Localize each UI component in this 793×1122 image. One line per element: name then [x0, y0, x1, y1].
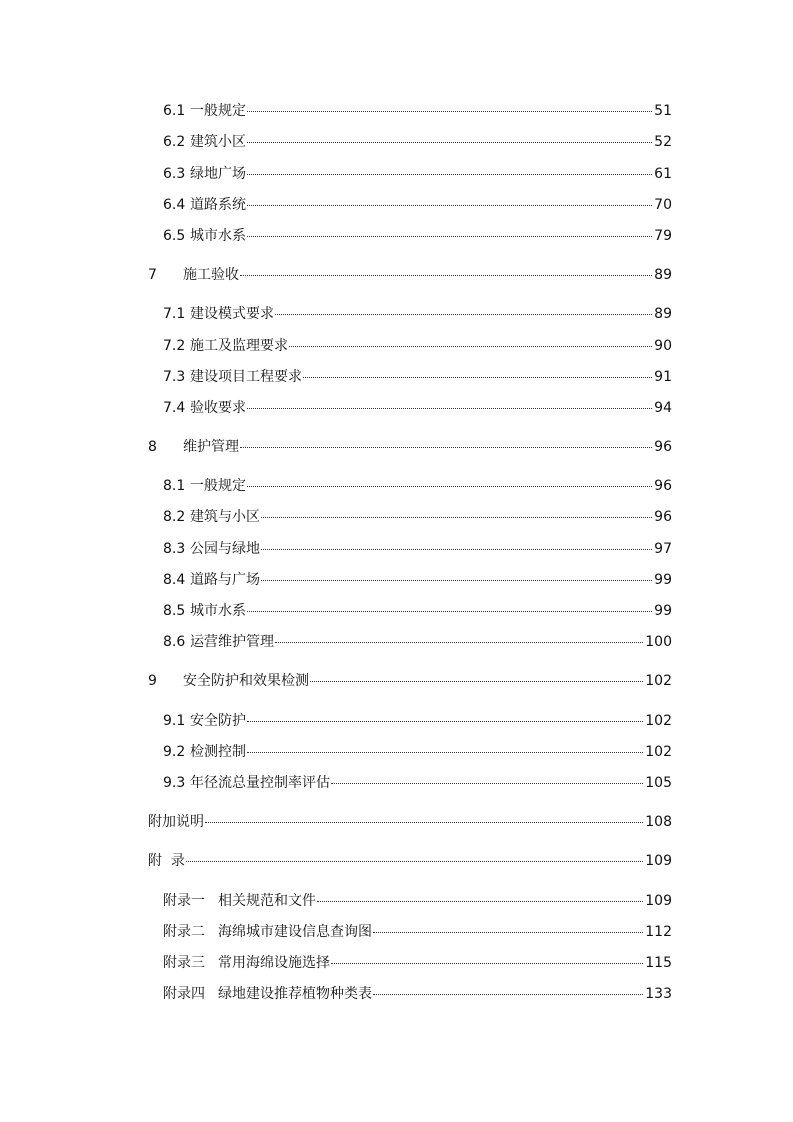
toc-entry-page: 89	[654, 306, 672, 322]
toc-entry-7-1[interactable]	[163, 304, 672, 324]
toc-entry-page: 96	[654, 439, 672, 455]
toc-entry-number: 9	[148, 673, 157, 689]
toc-entry-7[interactable]	[148, 265, 672, 285]
dot-leader	[247, 486, 652, 487]
toc-entry-9[interactable]	[148, 671, 672, 691]
toc-entry-8-6[interactable]	[163, 632, 672, 652]
dot-leader	[205, 822, 643, 823]
toc-entry-title: 城市水系	[190, 603, 246, 619]
toc-entry-title: 维护管理	[183, 439, 239, 455]
toc-entry-title: 建筑与小区	[190, 509, 260, 525]
toc-entry-8[interactable]	[148, 437, 672, 457]
toc-entry-title: 绿地建设推荐植物种类表	[218, 986, 372, 1002]
toc-entry-number: 8.4	[163, 572, 186, 588]
toc-entry-title: 运营维护管理	[190, 634, 274, 650]
toc-entry-title: 附 录	[148, 853, 185, 869]
dot-leader	[247, 205, 652, 206]
toc-entry-title: 道路与广场	[190, 572, 260, 588]
toc-entry-6-1[interactable]	[163, 101, 672, 121]
toc-entry-8-5[interactable]	[163, 601, 672, 621]
dot-leader	[289, 346, 652, 347]
toc-entry-page: 109	[645, 893, 672, 909]
toc-entry-number: 9.3	[163, 775, 186, 791]
dot-leader	[247, 174, 652, 175]
toc-entry-7-4[interactable]	[163, 398, 672, 418]
dot-leader	[373, 932, 643, 933]
toc-entry-number: 8.5	[163, 603, 186, 619]
toc-entry-page: 105	[645, 775, 672, 791]
toc-entry-number: 6.2	[163, 134, 186, 150]
toc-entry-page: 61	[654, 166, 672, 182]
toc-entry-number: 8.2	[163, 509, 186, 525]
toc-entry-number: 9.1	[163, 713, 186, 729]
toc-entry-page: 91	[654, 369, 672, 385]
dot-leader	[275, 314, 652, 315]
toc-entry-appendix-2[interactable]	[163, 922, 672, 942]
toc-entry-page: 51	[654, 103, 672, 119]
toc-entry-title: 附加说明	[148, 814, 204, 830]
toc-entry-page: 100	[645, 634, 672, 650]
dot-leader	[247, 142, 652, 143]
toc-entry-6-4[interactable]	[163, 195, 672, 215]
toc-entry-number: 附录二	[163, 924, 205, 940]
toc-entry-appendix[interactable]	[148, 851, 672, 871]
toc-entry-8-3[interactable]	[163, 539, 672, 559]
toc-entry-additional-notes[interactable]	[148, 812, 672, 832]
toc-entry-number: 6.4	[163, 197, 186, 213]
toc-entry-number: 6.3	[163, 166, 186, 182]
dot-leader	[317, 901, 643, 902]
toc-entry-title: 检测控制	[190, 744, 246, 760]
toc-entry-number: 附录四	[163, 986, 205, 1002]
toc-entry-number: 附录一	[163, 893, 205, 909]
toc-entry-title: 安全防护和效果检测	[183, 673, 309, 689]
dot-leader	[310, 681, 643, 682]
dot-leader	[247, 236, 652, 237]
toc-entry-6-3[interactable]	[163, 164, 672, 184]
toc-entry-title: 建设模式要求	[190, 306, 274, 322]
dot-leader	[247, 721, 643, 722]
dot-leader	[373, 994, 643, 995]
dot-leader	[331, 963, 643, 964]
toc-entry-number: 6.1	[163, 103, 186, 119]
toc-entry-title: 绿地广场	[190, 166, 246, 182]
toc-entry-page: 79	[654, 228, 672, 244]
toc-entry-page: 94	[654, 400, 672, 416]
toc-entry-page: 133	[645, 986, 672, 1002]
toc-entry-title: 一般规定	[190, 103, 246, 119]
toc-entry-page: 99	[654, 603, 672, 619]
toc-entry-number: 8.3	[163, 541, 186, 557]
toc-entry-number: 附录三	[163, 955, 205, 971]
toc-entry-9-1[interactable]	[163, 711, 672, 731]
toc-entry-page: 90	[654, 338, 672, 354]
toc-entry-page: 89	[654, 267, 672, 283]
dot-leader	[247, 408, 652, 409]
toc-entry-page: 108	[645, 814, 672, 830]
dot-leader	[240, 447, 652, 448]
toc-entry-title: 施工及监理要求	[190, 338, 288, 354]
toc-entry-number: 8	[148, 439, 157, 455]
toc-entry-6-2[interactable]	[163, 132, 672, 152]
toc-entry-appendix-4[interactable]	[163, 984, 672, 1004]
toc-entry-8-1[interactable]	[163, 476, 672, 496]
toc-entry-page: 52	[654, 134, 672, 150]
toc-entry-appendix-3[interactable]	[163, 953, 672, 973]
toc-entry-number: 7	[148, 267, 157, 283]
toc-entry-title: 建设项目工程要求	[190, 369, 302, 385]
toc-entry-title: 施工验收	[183, 267, 239, 283]
toc-entry-title: 建筑小区	[190, 134, 246, 150]
toc-entry-number: 7.4	[163, 400, 186, 416]
dot-leader	[303, 377, 652, 378]
toc-entry-6-5[interactable]	[163, 226, 672, 246]
dot-leader	[247, 752, 643, 753]
toc-entry-8-2[interactable]	[163, 507, 672, 527]
toc-entry-page: 96	[654, 509, 672, 525]
toc-entry-title: 道路系统	[190, 197, 246, 213]
toc-entry-page: 102	[645, 673, 672, 689]
toc-entry-title: 一般规定	[190, 478, 246, 494]
toc-entry-title: 相关规范和文件	[218, 893, 316, 909]
toc-entry-page: 99	[654, 572, 672, 588]
toc-entry-number: 8.6	[163, 634, 186, 650]
dot-leader	[261, 580, 652, 581]
toc-entry-number: 6.5	[163, 228, 186, 244]
toc-entry-page: 112	[645, 924, 672, 940]
toc-entry-page: 97	[654, 541, 672, 557]
dot-leader	[247, 611, 652, 612]
dot-leader	[240, 275, 652, 276]
toc-entry-title: 常用海绵设施选择	[218, 955, 330, 971]
toc-entry-9-3[interactable]	[163, 773, 672, 793]
toc-entry-title: 验收要求	[190, 400, 246, 416]
toc-entry-page: 109	[645, 853, 672, 869]
toc-entry-appendix-1[interactable]	[163, 891, 672, 911]
toc-entry-page: 102	[645, 744, 672, 760]
toc-entry-9-2[interactable]	[163, 742, 672, 762]
toc-entry-title: 年径流总量控制率评估	[190, 775, 330, 791]
dot-leader	[247, 111, 652, 112]
toc-entry-number: 7.2	[163, 338, 186, 354]
dot-leader	[275, 642, 643, 643]
toc-entry-7-2[interactable]	[163, 336, 672, 356]
toc-entry-number: 7.3	[163, 369, 186, 385]
toc-entry-7-3[interactable]	[163, 367, 672, 387]
toc-entry-page: 115	[645, 955, 672, 971]
toc-entry-page: 102	[645, 713, 672, 729]
toc-entry-title: 城市水系	[190, 228, 246, 244]
toc-entry-title: 公园与绿地	[190, 541, 260, 557]
dot-leader	[186, 861, 643, 862]
toc-entry-page: 96	[654, 478, 672, 494]
toc-entry-title: 海绵城市建设信息查询图	[218, 924, 372, 940]
dot-leader	[331, 783, 643, 784]
toc-entry-number: 8.1	[163, 478, 186, 494]
toc-entry-number: 7.1	[163, 306, 186, 322]
dot-leader	[261, 517, 652, 518]
toc-entry-title: 安全防护	[190, 713, 246, 729]
toc-entry-number: 9.2	[163, 744, 186, 760]
toc-entry-page: 70	[654, 197, 672, 213]
dot-leader	[261, 549, 652, 550]
toc-entry-8-4[interactable]	[163, 570, 672, 590]
